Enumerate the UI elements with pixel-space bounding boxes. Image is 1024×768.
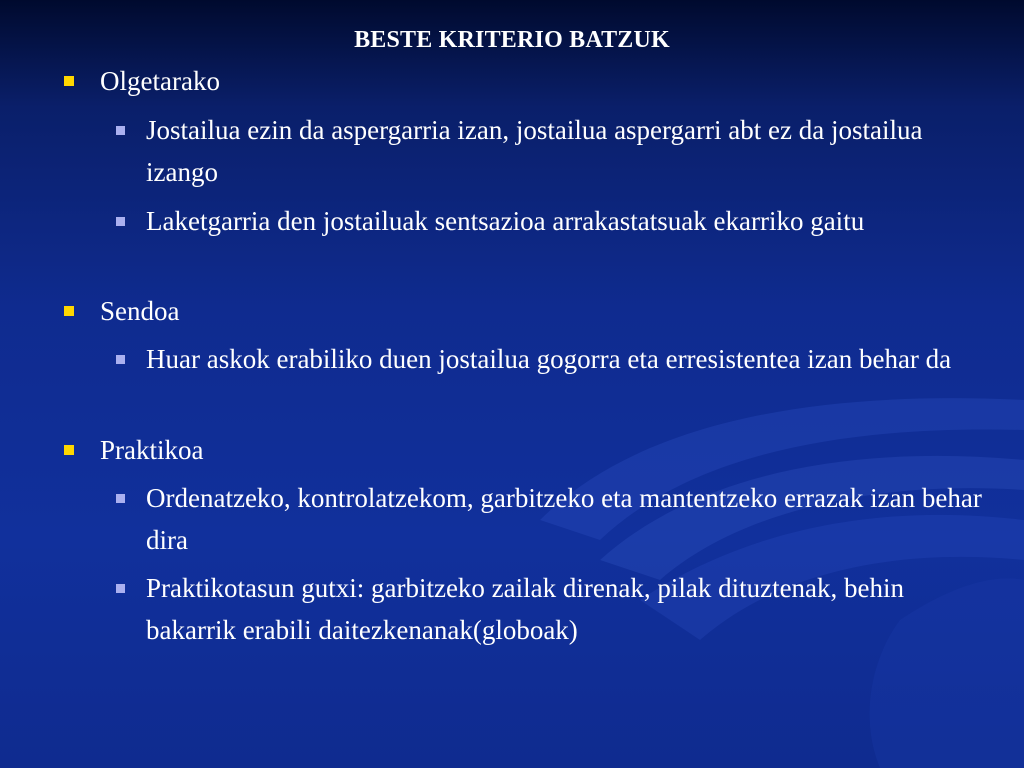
bullet-point	[146, 567, 982, 651]
bullet-section-olgetarako	[100, 60, 980, 102]
section-heading: Olgetarako	[100, 66, 220, 96]
square-bullet-icon	[116, 494, 125, 503]
square-bullet-icon	[64, 306, 74, 316]
bullet-point	[146, 477, 982, 561]
bullet-point-text: Praktikotasun gutxi: garbitzeko zailak direnak, pilak dituztenak, behin bakarrik erabili daitezkenanak(globoak)	[146, 573, 905, 645]
square-bullet-icon	[116, 126, 125, 135]
square-bullet-icon	[64, 445, 74, 455]
square-bullet-icon	[64, 76, 74, 86]
section-heading: Praktikoa	[100, 435, 204, 465]
bullet-point-text: Ordenatzeko, kontrolatzekom, garbitzeko eta mantentzeko errazak izan behar dira	[146, 483, 982, 555]
bullet-section-sendoa	[100, 290, 980, 332]
square-bullet-icon	[116, 217, 125, 226]
square-bullet-icon	[116, 584, 125, 593]
bullet-point-text: Jostailua ezin da aspergarria izan, jostailua aspergarri abt ez da jostailua izango	[146, 115, 923, 187]
section-heading: Sendoa	[100, 296, 180, 326]
square-bullet-icon	[116, 355, 125, 364]
bullet-point	[146, 338, 982, 380]
bullet-point	[146, 109, 982, 193]
bullet-section-praktikoa	[100, 429, 980, 471]
bullet-point-text: Laketgarria den jostailuak sentsazioa arrakastatsuak ekarriko gaitu	[146, 206, 865, 236]
bullet-point	[146, 200, 982, 242]
slide-title: BESTE KRITERIO BATZUK	[354, 27, 670, 53]
bullet-point-text: Huar askok erabiliko duen jostailua gogorra eta erresistentea izan behar da	[146, 344, 952, 374]
